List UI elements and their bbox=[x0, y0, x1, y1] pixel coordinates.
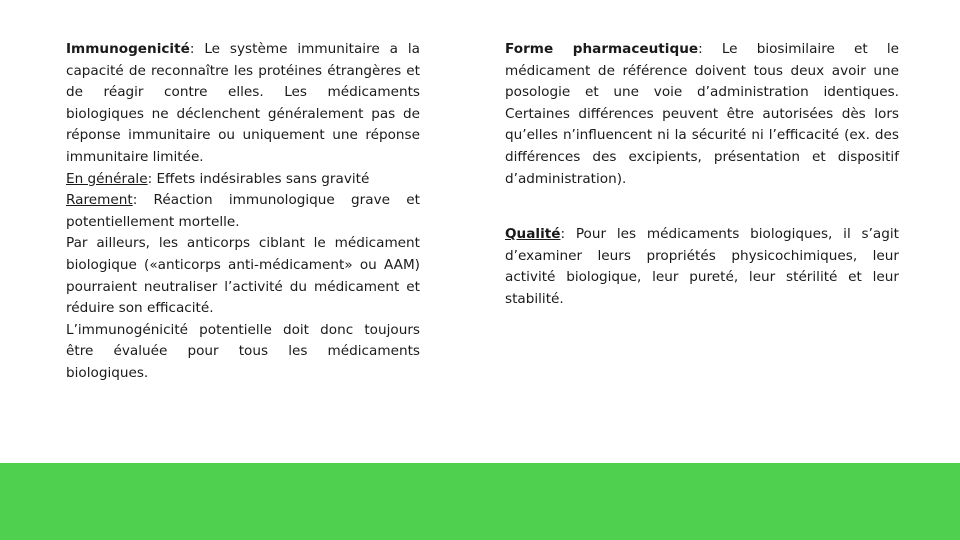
antibodies-paragraph: Par ailleurs, les anticorps ciblant le médicament biologique («anticorps anti-médicament» ou AAM) pourraient neutraliser l’activité du médicament et réduire son efficacité. bbox=[66, 235, 420, 317]
pharmaceutical-form-term: Forme pharmaceutique bbox=[505, 41, 699, 57]
paragraph-spacer bbox=[505, 190, 899, 224]
immunogenicity-paragraph bbox=[66, 39, 420, 169]
rare-effects-paragraph bbox=[66, 190, 420, 233]
quality-term: Qualité bbox=[505, 226, 561, 243]
immunogenicity-text: : Le système immunitaire a la capacité de reconnaître les protéines étrangères et de réagir contre elles. Les médicaments biologiques ne déclenchent généralement pas de réponse immunitaire ou uniquement une réponse immunitaire limitée. bbox=[66, 41, 420, 165]
quality-paragraph bbox=[505, 224, 899, 310]
conclusion-paragraph: L’immunogénicité potentielle doit donc toujours être évaluée pour tous les médicaments biologiques. bbox=[66, 321, 420, 381]
rare-term: Rarement bbox=[66, 192, 133, 209]
pharmaceutical-form-paragraph bbox=[505, 39, 899, 190]
pharmaceutical-form-text: : Le biosimilaire et le médicament de référence doivent tous deux avoir une posologie et une voie d’administration identiques. Certaines différences peuvent être autorisées dès lors qu’elles n’influencent ni la sécurité ni l’efficacité (ex. des différences des excipients, présentation et dispositif d’administration). bbox=[505, 41, 899, 187]
right-column bbox=[505, 39, 899, 311]
general-effects-paragraph bbox=[66, 169, 420, 191]
general-term: En générale bbox=[66, 170, 148, 187]
immunogenicity-term: Immunogenicité bbox=[66, 41, 190, 57]
rare-text: : Réaction immunologique grave et potentiellement mortelle. bbox=[66, 192, 420, 230]
left-column bbox=[66, 39, 420, 385]
quality-text: : Pour les médicaments biologiques, il s’agit d’examiner leurs propriétés physicochimiques, leur activité biologique, leur pureté, leur stérilité et leur stabilité. bbox=[505, 226, 899, 307]
footer-bar bbox=[0, 463, 960, 540]
general-text: : Effets indésirables sans gravité bbox=[147, 170, 370, 187]
